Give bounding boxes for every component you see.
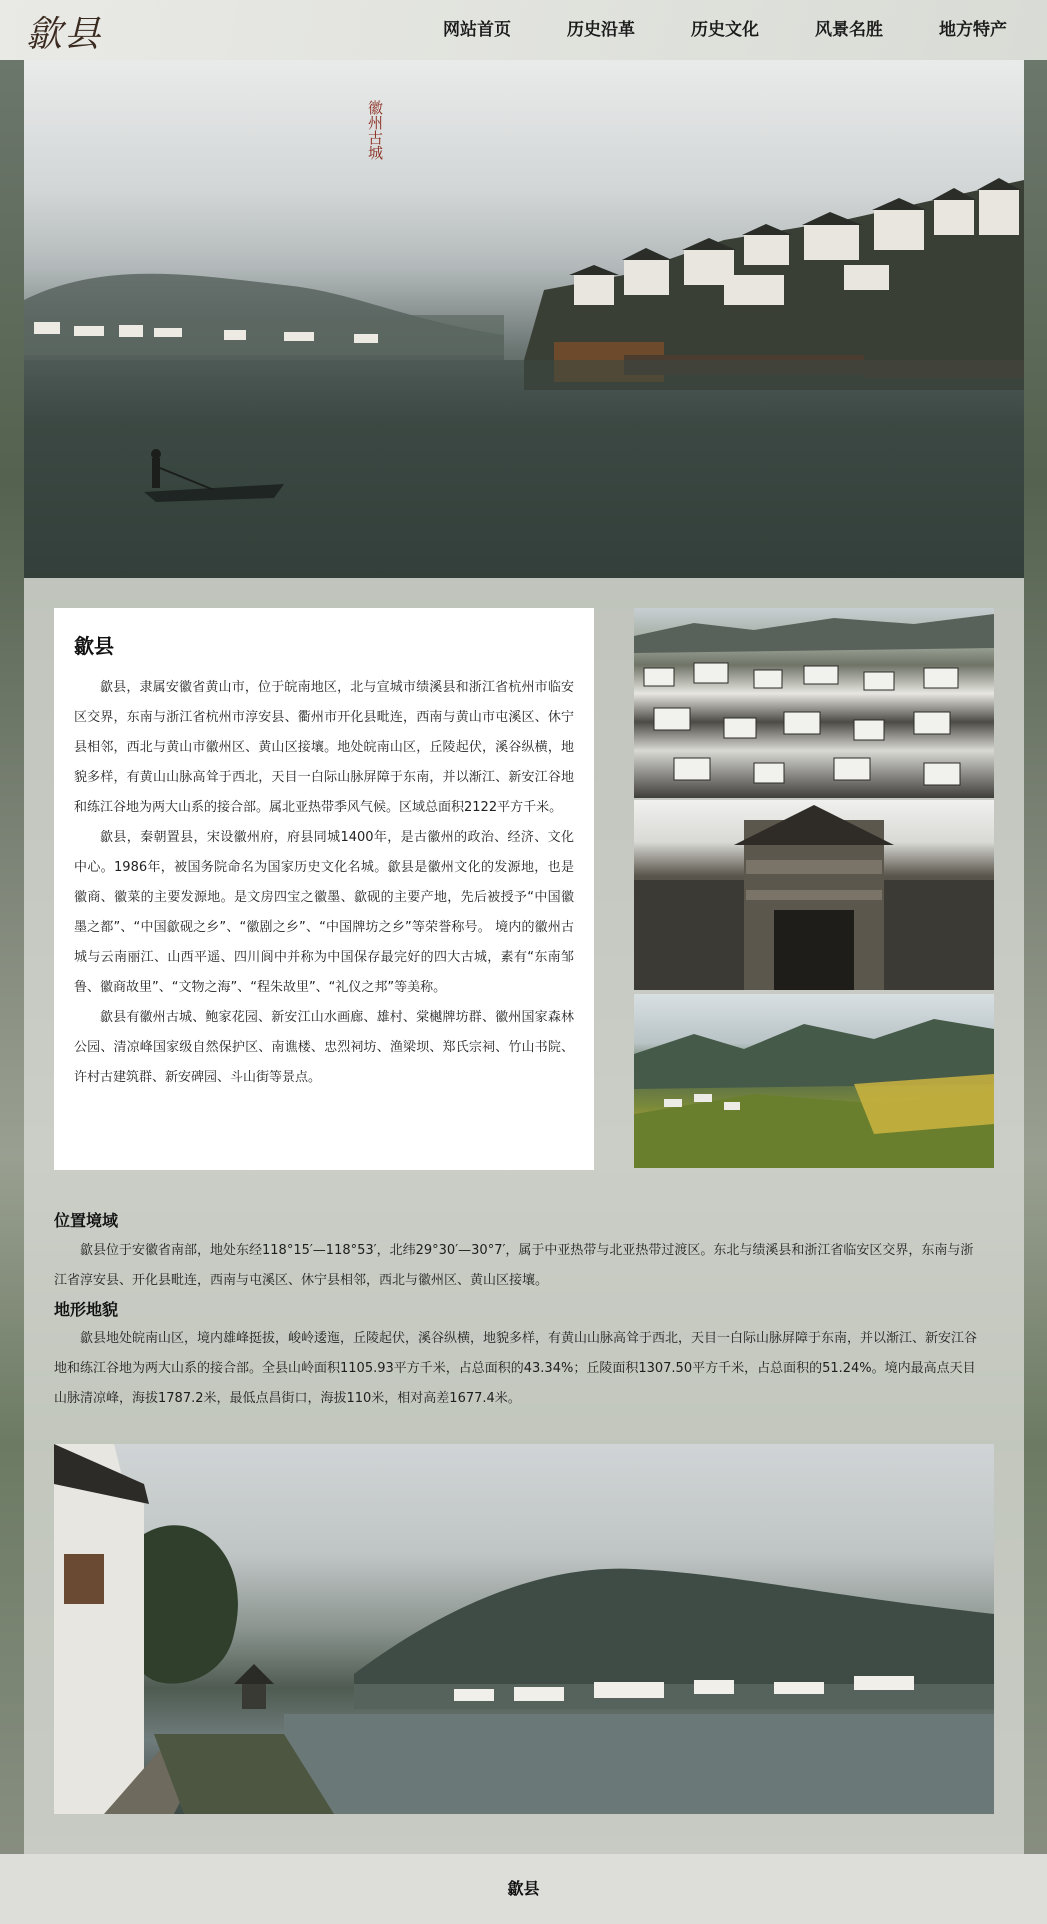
hero-landscape-illustration xyxy=(24,60,1024,578)
section-title-location: 位置境域 xyxy=(54,1211,119,1230)
mountain-village-illustration xyxy=(634,994,994,1168)
intro-card xyxy=(54,608,594,1170)
section-title-terrain: 地形地貌 xyxy=(54,1300,119,1319)
intro-paragraph: 歙县，秦朝置县，宋设徽州府，府县同城1400年，是古徽州的政治、经济、文化中心。1986年，被国务院命名为国家历史文化名城。歙县是徽州文化的发源地，也是徽商、徽菜的主要发源地。是文房四宝之徽墨、歙砚的主要产地，先后被授予“中国徽墨之都”、“中国歙砚之乡”、“徽剧之乡”、“中国牌坊之乡”等荣誉称号。 境内的徽州古城与云南丽江、山西平遥、四川阆中并称为中国保存最完好的四大古城，素有“东南邹鲁、徽商故里”、“文物之海”、“程朱故里”、“礼仪之邦”等美称。 xyxy=(74,830,574,995)
main-nav xyxy=(387,0,1007,60)
intro-paragraph: 歙县，隶属安徽省黄山市，位于皖南地区，北与宣城市绩溪县和浙江省杭州市临安区交界，东南与浙江省杭州市淳安县、衢州市开化县毗连，西南与黄山市屯溪区、休宁县相邻，西北与黄山市徽州区、黄山区接壤。地处皖南山区，丘陵起伏，溪谷纵横，地貌多样，有黄山山脉高耸于西北，天目一白际山脉屏障于东南，并以渐江、新安江谷地和练江谷地为两大山系的接合部。属北亚热带季风气候。区域总面积2122平方千米。 xyxy=(74,680,574,815)
village-aerial-photo xyxy=(634,608,994,798)
nav-history[interactable]: 历史沿革 xyxy=(567,20,635,40)
hero-image xyxy=(24,60,1024,578)
archway-illustration xyxy=(634,800,994,990)
footer: 歙县 xyxy=(0,1854,1047,1924)
intro-paragraph: 歙县有徽州古城、鲍家花园、新安江山水画廊、雄村、棠樾牌坊群、徽州国家森林公园、清凉峰国家级自然保护区、南谯楼、忠烈祠坊、渔梁坝、郑氏宗祠、竹山书院、许村古建筑群、新安碑园、斗山街等景点。 xyxy=(74,1010,574,1085)
hero-seal-text: 徽州古城 xyxy=(366,100,384,160)
nav-home[interactable]: 网站首页 xyxy=(443,20,511,40)
intro-title: 歙县 xyxy=(74,634,114,658)
memorial-archway-photo xyxy=(634,800,994,990)
site-logo[interactable]: 歙县 xyxy=(26,14,103,55)
village-aerial-illustration xyxy=(634,608,994,798)
mountain-village-photo xyxy=(634,994,994,1168)
header xyxy=(0,0,1047,60)
nav-culture[interactable]: 历史文化 xyxy=(691,20,759,40)
river-landscape-illustration xyxy=(54,1444,994,1814)
section-text-terrain: 歙县地处皖南山区，境内雄峰挺拔，峻岭逶迤，丘陵起伏，溪谷纵横，地貌多样，有黄山山脉高耸于西北，天目一白际山脉屏障于东南，并以渐江、新安江谷地和练江谷地为两大山系的接合部。全县山岭面积1105.93平方千米，占总面积的43.34%；丘陵面积1307.50平方千米，占总面积的51.24%。境内最高点天目山脉清凉峰，海拔1787.2米，最低点昌街口，海拔110米，相对高差1677.4米。 xyxy=(54,1331,978,1406)
river-landscape-photo xyxy=(54,1444,994,1814)
nav-specialty[interactable]: 地方特产 xyxy=(939,20,1007,40)
nav-scenery[interactable]: 风景名胜 xyxy=(815,20,883,40)
section-text-location: 歙县位于安徽省南部，地处东经118°15′—118°53′，北纬29°30′—30°7′，属于中亚热带与北亚热带过渡区。东北与绩溪县和浙江省临安区交界，东南与浙江省淳安县、开化县毗连，西南与屯溪区、休宁县相邻，西北与徽州区、黄山区接壤。 xyxy=(54,1243,974,1288)
